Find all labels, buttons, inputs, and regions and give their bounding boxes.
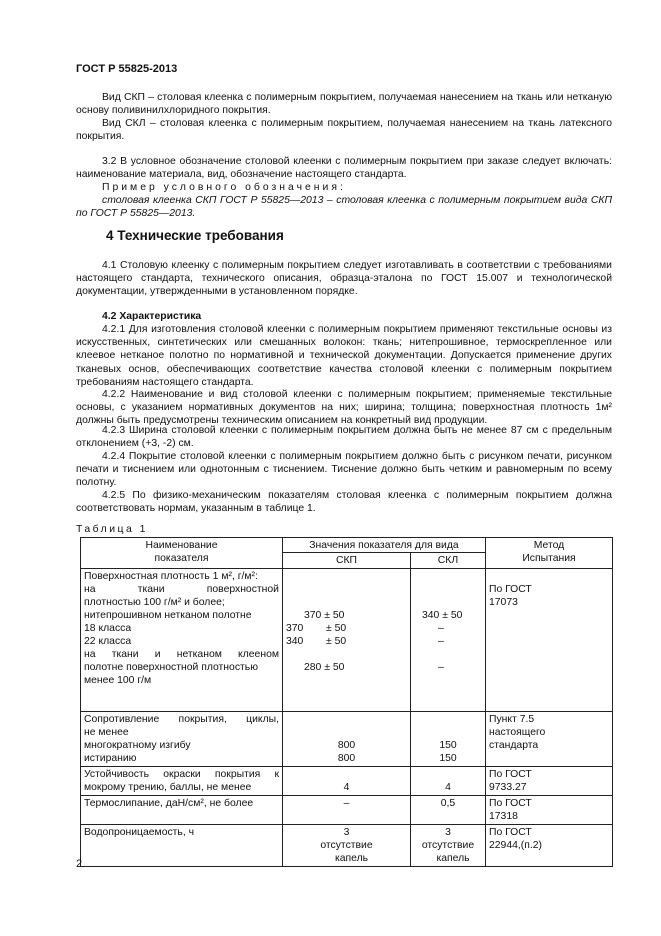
paragraph-4-2-3: 4.2.3 Ширина столовой клеенки с полимерным покрытием должна быть не менее 87 см с предельным отклонением (+3, -2) см.	[76, 425, 612, 450]
header-cell-skl: СКЛ	[411, 553, 486, 569]
paragraph-vid-skp: Вид СКП – столовая клеенка с полимерным покрытием, получаемая нанесением на ткань или нетканую основу поливинилхлоридного покрытия.	[76, 92, 612, 117]
table-row	[81, 796, 613, 825]
cell-skp-density: 370 ± 50 370 ± 50 340 ± 50 280 ± 50	[283, 569, 411, 712]
cell-method-density: По ГОСТ 17073	[486, 569, 613, 712]
paragraph-4-2-1: 4.2.1 Для изготовления столовой клеенки с полимерным покрытием применяют текстильные основы из искусственных, синтетических или смешанных волокон: ткань; нитепрошивное, термоскрепленное или клеевое нетканое полотно по нормативной и технической документации. Допускается применение других тканевых основ, обеспечивающих соответствие качества столовой клеенки с полимерным покрытием требованиям настоящего стандарта.	[76, 324, 612, 388]
header-cell-name: Наименование показателя	[81, 538, 283, 569]
cell-skp-fastness: 4	[283, 767, 411, 796]
paragraph-4-2-4: 4.2.4 Покрытие столовой клеенки с полимерным покрытием должно быть с рисунком печати, рисунком печати и тиснением или однотонным с тиснением. Тиснение должно быть четким и равномерным по всему полотну.	[76, 451, 612, 489]
header-cell-method: Метод Испытания	[486, 538, 613, 569]
header-cell-skp: СКП	[283, 553, 411, 569]
paragraph-3-2: 3.2 В условное обозначение столовой клеенки с полимерным покрытием при заказе следует включать: наименование материала, вид, обозначение настоящего стандарта.	[76, 156, 612, 181]
heading-4-2: 4.2 Характеристика	[102, 311, 202, 322]
paragraph-4-2-2: 4.2.2 Наименование и вид столовой клеенки с полимерным покрытием; применяемые текстильные основы, с указанием нормативных документов на них; ширина; толщина; поверхностная плотность 1м² должны быть предусмотрены техническим описанием на конкретный вид продукции.	[76, 389, 612, 427]
document-code-header: ГОСТ Р 55825-2013	[76, 63, 178, 75]
cell-skp-resistance: 800 800	[283, 712, 411, 767]
cell-skp-permeability: 3 отсутствие капель	[283, 825, 411, 867]
example-text: столовая клеенка СКП ГОСТ Р 55825—2013 – столовая клеенка с полимерным покрытием вида СКП по ГОСТ Р 55825—2013.	[76, 195, 612, 220]
paragraph-4-1: 4.1 Столовую клеенку с полимерным покрытием следует изготавливать в соответствии с требованиями настоящего стандарта, технического описания, образца-эталона по ГОСТ 15.007 и технологической документации, утвержденными в установленном порядке.	[76, 260, 612, 298]
cell-surface-density: Поверхностная плотность 1 м², г/м²: на ткани поверхностной плотностью 100 г/м² и более; нитепрошивном нетканом полотне 18 класса 22 класса на ткани и нетканом клееном полотне поверхностной плотностью менее 100 г/м	[81, 569, 283, 712]
header-cell-values: Значения показателя для вида	[283, 538, 486, 553]
page-number: 2	[76, 858, 83, 870]
cell-skl-resistance: 150 150	[411, 712, 486, 767]
cell-skl-sticking: 0,5	[411, 796, 486, 825]
cell-water-permeability: Водопроницаемость, ч	[81, 825, 283, 867]
cell-method-resistance: Пункт 7.5 настоящего стандарта	[486, 712, 613, 767]
paragraph-vid-skl: Вид СКЛ – столовая клеенка с полимерным покрытием, получаемая нанесением на ткань латексного покрытия.	[76, 118, 612, 143]
table-row	[81, 825, 613, 867]
cell-skl-permeability: 3 отсутствие капель	[411, 825, 486, 867]
table-row	[81, 569, 613, 712]
cell-coating-resistance: Сопротивление покрытия, циклы, не менее многократному изгибу истиранию	[81, 712, 283, 767]
cell-method-permeability: По ГОСТ 22944,(п.2)	[486, 825, 613, 867]
table-header-row	[81, 538, 613, 553]
cell-method-sticking: По ГОСТ 17318	[486, 796, 613, 825]
paragraph-4-2-5: 4.2.5 По физико-механическим показателям столовая клеенка с полимерным покрытием должна соответствовать нормам, указанным в таблице 1.	[76, 490, 612, 515]
table-row	[81, 712, 613, 767]
cell-thermal-sticking: Термослипание, даН/см², не более	[81, 796, 283, 825]
example-label: Пример условного обозначения:	[102, 182, 346, 193]
cell-skl-density: 340 ± 50 – – –	[411, 569, 486, 712]
table-row	[81, 767, 613, 796]
section-4-title: 4 Технические требования	[106, 228, 284, 243]
cell-color-fastness: Устойчивость окраски покрытия к мокрому трению, баллы, не менее	[81, 767, 283, 796]
cell-skl-fastness: 4	[411, 767, 486, 796]
table-caption: Таблица 1	[76, 524, 148, 535]
cell-method-fastness: По ГОСТ 9733.27	[486, 767, 613, 796]
table-1	[80, 537, 613, 867]
cell-skp-sticking: –	[283, 796, 411, 825]
